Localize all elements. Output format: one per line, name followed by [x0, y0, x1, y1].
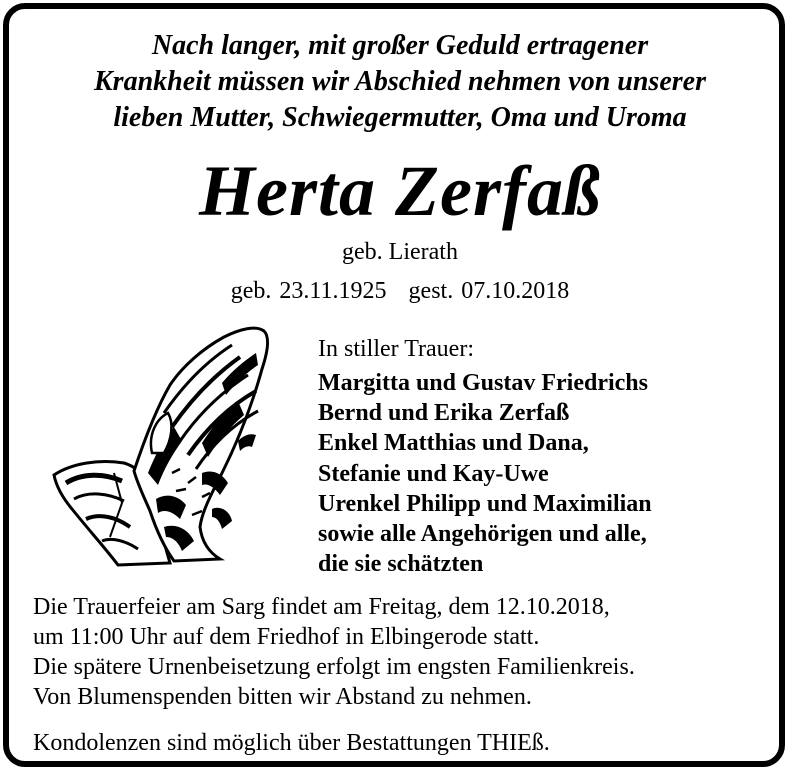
intro-line: Krankheit müssen wir Abschied nehmen von unserer: [94, 66, 706, 97]
mourners-label: In stiller Trauer:: [318, 336, 474, 362]
condolence-note: Kondolenzen sind möglich über Bestattungen THIEß.: [33, 730, 550, 756]
mourners-block: [318, 334, 788, 579]
deceased-name: Herta Zerfaß: [199, 151, 601, 231]
ceremony-info: [33, 592, 773, 712]
praying-hands-icon: [52, 323, 272, 568]
ceremony-line: um 11:00 Uhr auf dem Friedhof in Elbingerode statt.: [33, 624, 540, 650]
mourners-list: [318, 368, 788, 579]
mourner-line: sowie alle Angehörigen und alle,: [318, 521, 647, 548]
life-dates: [20, 276, 780, 306]
birth-name: geb. Lierath: [342, 239, 458, 265]
mourner-line: Stefanie und Kay-Uwe: [318, 460, 549, 487]
mourner-line: Bernd und Erika Zerfaß: [318, 400, 570, 427]
mourner-line: Urenkel Philipp und Maximilian: [318, 490, 652, 517]
mourner-line: die sie schätzten: [318, 551, 484, 578]
intro-text: [30, 28, 770, 136]
mourner-line: Enkel Matthias und Dana,: [318, 430, 589, 457]
birth-date: geb. 23.11.1925: [230, 278, 387, 304]
mourner-line: Margitta und Gustav Friedrichs: [318, 370, 648, 396]
ceremony-line: Die Trauerfeier am Sarg findet am Freitag, dem 12.10.2018,: [33, 594, 610, 620]
intro-line: lieben Mutter, Schwiegermutter, Oma und Uroma: [113, 102, 687, 133]
ceremony-line: Die spätere Urnenbeisetzung erfolgt im engsten Familienkreis.: [33, 654, 635, 680]
intro-line: Nach langer, mit großer Geduld ertragener: [151, 30, 649, 61]
death-date: gest. 07.10.2018: [408, 278, 570, 304]
ceremony-line: Von Blumenspenden bitten wir Abstand zu nehmen.: [33, 684, 532, 710]
